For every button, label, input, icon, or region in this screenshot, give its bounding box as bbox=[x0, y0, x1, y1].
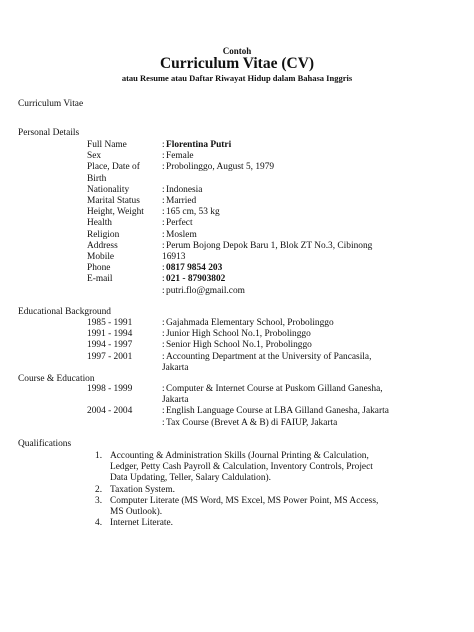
item-number: 1. bbox=[95, 451, 103, 461]
detail-colon: : bbox=[162, 207, 165, 217]
detail-label: Address bbox=[87, 241, 118, 251]
doc-subtitle: atau Resume atau Daftar Riwayat Hidup dalam Bahasa Inggris bbox=[121, 73, 353, 83]
detail-colon: : bbox=[162, 352, 165, 362]
item-number: 3. bbox=[95, 496, 103, 506]
detail-value: Moslem bbox=[166, 230, 197, 240]
education-heading: Educational Background bbox=[18, 307, 111, 317]
detail-value: Perum Bojong Depok Baru 1, Blok ZT No.3, Cibinong bbox=[166, 241, 373, 251]
entry-text: Gajahmada Elementary School, Probolinggo bbox=[166, 318, 334, 328]
entry-text: Computer & Internet Course at Puskom Gilland Ganesha, bbox=[166, 384, 383, 394]
detail-colon: : bbox=[162, 140, 165, 150]
doc-title: Curriculum Vitae (CV) bbox=[159, 55, 315, 72]
detail-colon: : bbox=[162, 340, 165, 350]
item-text: Ledger, Petty Cash Payroll & Calculation, Inventory Controls, Project bbox=[110, 462, 373, 472]
item-text: Data Updating, Teller, Salary Caldulation). bbox=[110, 473, 271, 483]
detail-colon: : bbox=[162, 241, 165, 251]
detail-label: Place, Date of bbox=[87, 162, 140, 172]
year-range: 1997 - 2001 bbox=[87, 352, 133, 362]
detail-colon: : bbox=[162, 162, 165, 172]
entry-text: Accounting Department at the University of Pancasila, bbox=[166, 352, 372, 362]
detail-colon: : bbox=[162, 230, 165, 240]
item-text: Internet Literate. bbox=[110, 518, 173, 528]
doc-kicker: Contoh bbox=[222, 46, 252, 56]
courses-heading: Course & Education bbox=[18, 374, 95, 384]
entry-text: Jakarta bbox=[162, 395, 189, 405]
detail-colon: : bbox=[162, 274, 165, 284]
detail-value: Indonesia bbox=[166, 185, 203, 195]
item-number: 4. bbox=[95, 518, 103, 528]
detail-label: Phone bbox=[87, 263, 111, 273]
detail-label: Religion bbox=[87, 230, 120, 240]
entry-text: Jakarta bbox=[162, 363, 189, 373]
detail-label: Mobile bbox=[87, 252, 115, 262]
item-text: Computer Literate (MS Word, MS Excel, MS Power Point, MS Access, bbox=[110, 496, 379, 506]
detail-value: Female bbox=[166, 151, 194, 161]
detail-value: putri.flo@gmail.com bbox=[166, 286, 245, 296]
detail-colon: : bbox=[162, 185, 165, 195]
detail-colon: : bbox=[162, 286, 165, 296]
qualifications-heading: Qualifications bbox=[18, 439, 72, 449]
detail-value: Married bbox=[166, 196, 197, 206]
detail-label: Full Name bbox=[87, 140, 127, 150]
detail-colon: : bbox=[162, 418, 165, 428]
detail-colon: : bbox=[162, 196, 165, 206]
entry-text: Junior High School No.1, Probolinggo bbox=[166, 329, 311, 339]
item-text: Taxation System. bbox=[110, 485, 175, 495]
detail-value: Probolinggo, August 5, 1979 bbox=[166, 162, 275, 172]
detail-label: Health bbox=[87, 218, 112, 228]
detail-colon: : bbox=[162, 329, 165, 339]
detail-colon: : bbox=[162, 218, 165, 228]
detail-colon: : bbox=[162, 384, 165, 394]
detail-colon: : bbox=[162, 263, 165, 273]
detail-value: 16913 bbox=[162, 252, 186, 262]
detail-colon: : bbox=[162, 318, 165, 328]
detail-value: Perfect bbox=[166, 218, 193, 228]
detail-label: Marital Status bbox=[87, 196, 140, 206]
detail-value: 021 - 87903802 bbox=[166, 274, 226, 284]
detail-colon: : bbox=[162, 151, 165, 161]
detail-label: Sex bbox=[87, 151, 102, 161]
detail-label: Height, Weight bbox=[87, 207, 144, 217]
detail-label: Nationality bbox=[87, 185, 130, 195]
personal-heading: Personal Details bbox=[18, 128, 80, 138]
year-range: 1994 - 1997 bbox=[87, 340, 133, 350]
year-range: 1991 - 1994 bbox=[87, 329, 133, 339]
year-range: 1998 - 1999 bbox=[87, 384, 133, 394]
item-number: 2. bbox=[95, 485, 103, 495]
year-range: 1985 - 1991 bbox=[87, 318, 133, 328]
detail-label: E-mail bbox=[87, 274, 113, 284]
entry-text: Senior High School No.1, Probolinggo bbox=[166, 340, 312, 350]
item-text: MS Outlook). bbox=[110, 507, 163, 517]
detail-label: Birth bbox=[87, 174, 107, 184]
detail-value: 0817 9854 203 bbox=[166, 263, 223, 273]
detail-colon: : bbox=[162, 406, 165, 416]
entry-text: English Language Course at LBA Gilland Ganesha, Jakarta bbox=[166, 406, 389, 416]
detail-value: 165 cm, 53 kg bbox=[166, 207, 220, 217]
cv-heading: Curriculum Vitae bbox=[18, 99, 84, 109]
year-range: 2004 - 2004 bbox=[87, 406, 133, 416]
item-text: Accounting & Administration Skills (Journal Printing & Calculation, bbox=[110, 451, 369, 461]
detail-value: Florentina Putri bbox=[166, 140, 232, 150]
entry-text: Tax Course (Brevet A & B) di FAIUP, Jakarta bbox=[166, 418, 338, 428]
